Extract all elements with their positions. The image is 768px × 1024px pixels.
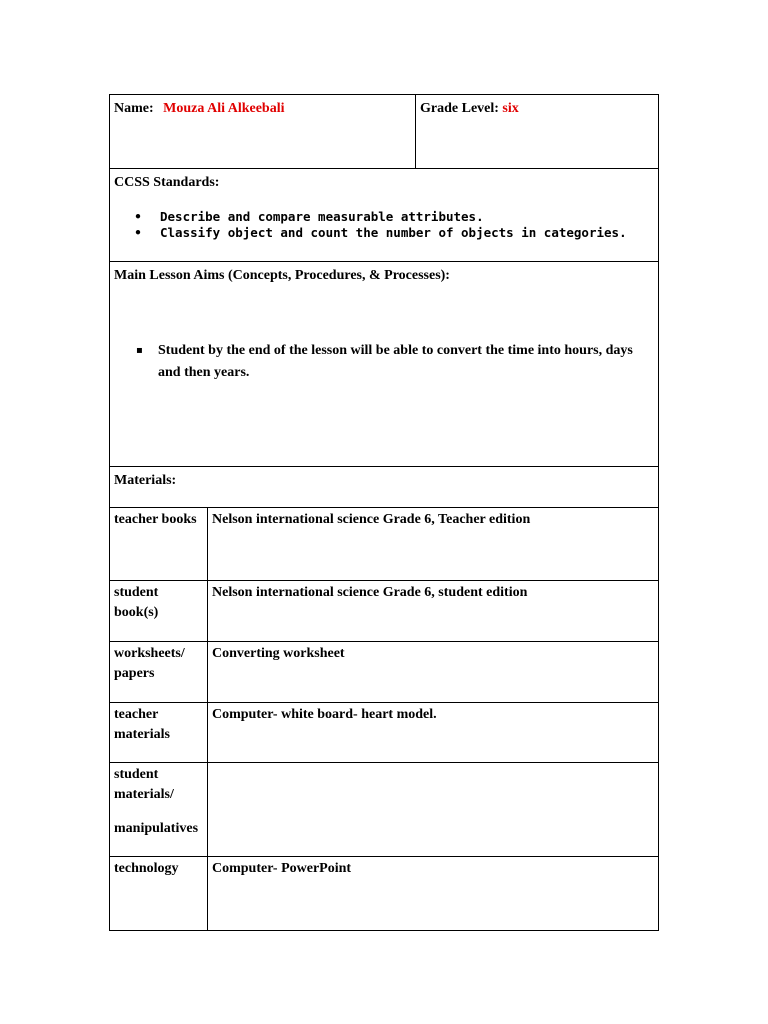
materials-value-cell: Computer- PowerPoint (207, 856, 659, 931)
materials-value-cell: Computer- white board- heart model. (207, 702, 659, 763)
materials-value-cell: Nelson international science Grade 6, Teacher edition (207, 507, 659, 581)
ccss-item: • Describe and compare measurable attributes. (134, 209, 484, 224)
materials-label-cell: teacher materials (109, 702, 208, 763)
aims-list (114, 340, 658, 384)
aim-item: ▪ Student by the end of the lesson will be able to convert the time into hours, days and then years. (114, 340, 644, 384)
name-label: Name: (114, 101, 154, 116)
materials-title: Materials: (114, 473, 177, 488)
name-value: Mouza Ali Alkeebali (163, 101, 285, 116)
ccss-item: • Classify object and count the number of objects in categories. (134, 225, 627, 240)
materials-label-cell: student materials/ manipulatives (109, 762, 208, 857)
square-bullet-icon: ▪ (136, 345, 143, 356)
materials-label-cell: worksheets/ papers (109, 641, 208, 703)
materials-title-cell (109, 466, 659, 508)
aims-title: Main Lesson Aims (Concepts, Procedures, & Processes): (114, 268, 450, 283)
name-cell (109, 94, 416, 169)
grade-label: Grade Level: (420, 101, 499, 116)
materials-value-cell: Converting worksheet (207, 641, 659, 703)
materials-value-cell (207, 762, 659, 857)
grade-cell (415, 94, 659, 169)
materials-label-cell: student book(s) (109, 580, 208, 642)
ccss-list (114, 209, 658, 241)
grade-value: six (502, 101, 519, 116)
materials-label-cell: teacher books (109, 507, 208, 581)
lesson-aims-section (109, 261, 659, 467)
ccss-standards-section (109, 168, 659, 262)
materials-value-cell: Nelson international science Grade 6, student edition (207, 580, 659, 642)
materials-label-cell: technology (109, 856, 208, 931)
ccss-title: CCSS Standards: (114, 175, 220, 190)
